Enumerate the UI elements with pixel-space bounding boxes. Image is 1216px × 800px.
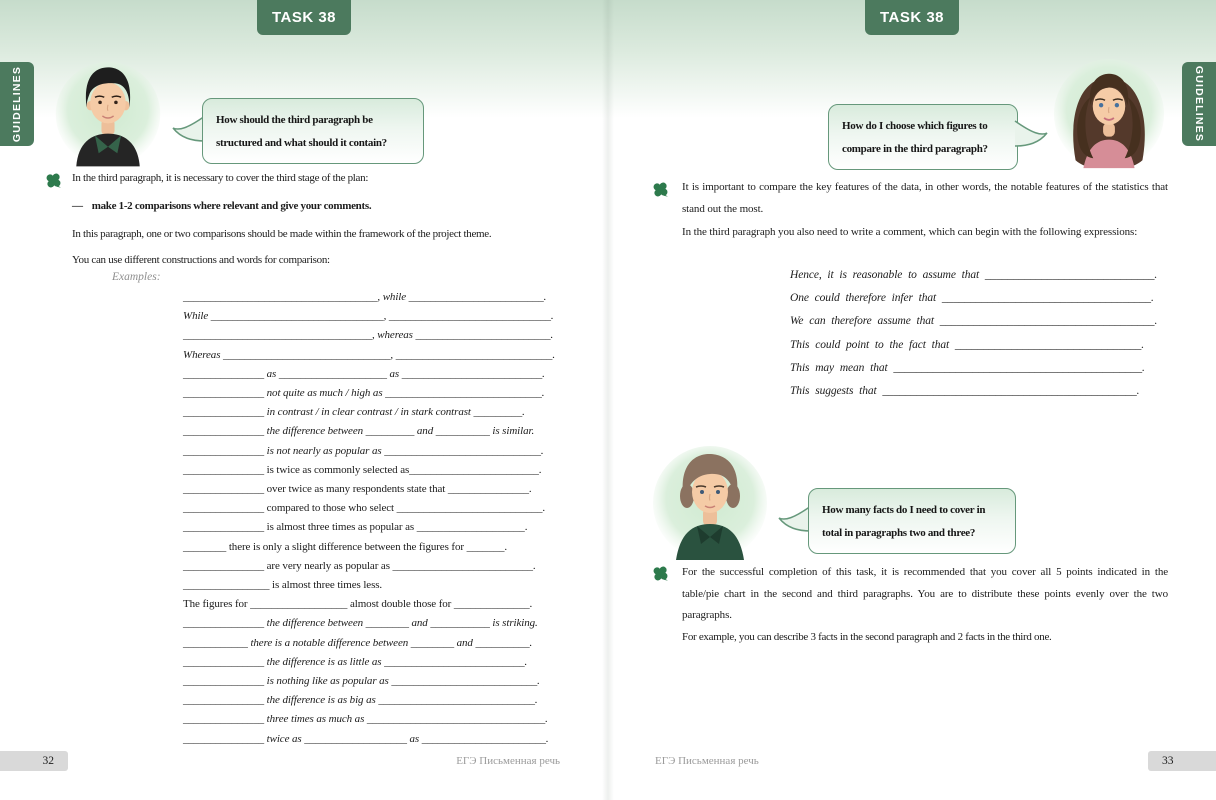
task-banner-left: TASK 38	[257, 0, 351, 35]
example-line: _______________ the difference between _________ and __________ is similar.	[183, 425, 535, 438]
example-line: _______________ as ____________________ as __________________________.	[183, 367, 545, 380]
boy-avatar-image	[52, 58, 164, 172]
example-line: _______________ over twice as many respondents state that _______________.	[183, 483, 532, 496]
examples-label: Examples:	[112, 271, 161, 283]
left-framework-paragraph: In this paragraph, one or two comparisons should be made within the framework of the project theme.	[72, 228, 492, 240]
example-line: _______________ compared to those who select ___________________________.	[183, 502, 546, 515]
comparison-examples-list	[183, 288, 555, 749]
example-line: _______________ is twice as commonly selected as________________________.	[183, 463, 542, 476]
clover-icon	[43, 170, 64, 191]
example-line: Whereas _______________________________, _____________________________.	[183, 348, 555, 361]
right-comment-paragraph: In the third paragraph you also need to write a comment, which can begin with the following expressions:	[682, 226, 1138, 238]
example-line: ___________________________________, whereas _________________________.	[183, 329, 554, 342]
speech-bubble-facts-question: How many facts do I need to cover in total in paragraphs two and three?	[808, 488, 1016, 554]
example-line: _______________ three times as much as _________________________________.	[183, 713, 548, 726]
expression-line: This suggests that _____________________________________________.	[790, 385, 1140, 398]
example-line: ________________ is almost three times less.	[183, 579, 383, 592]
example-line: _______________ the difference is as big as _____________________________.	[183, 694, 538, 707]
expression-line: One could therefore infer that _____________________________________.	[790, 292, 1154, 305]
example-line: _______________ are very nearly as popular as __________________________.	[183, 559, 536, 572]
speech-bubble-tail-right	[1014, 120, 1048, 150]
guidelines-tab-right-label: GUIDELINES	[1193, 65, 1205, 143]
girl-avatar	[1050, 56, 1168, 174]
page-number-right: 33	[1148, 751, 1216, 771]
example-line: _______________ not quite as much / high as _____________________________.	[183, 387, 545, 400]
left-bullet-line	[72, 200, 371, 212]
right-example-paragraph: For example, you can describe 3 facts in the second paragraph and 2 facts in the third one.	[682, 631, 1052, 643]
footer-brand-left: ЕГЭ Письменная речь	[456, 755, 560, 767]
expression-line: We can therefore assume that ______________________________________.	[790, 315, 1158, 328]
guidelines-tab-right	[1182, 62, 1216, 146]
example-line: ________ there is only a slight difference between the figures for _______.	[183, 540, 508, 553]
expression-line: This could point to the fact that _________________________________.	[790, 338, 1145, 351]
bullet-dash: —	[72, 200, 83, 212]
clover-icon	[650, 563, 671, 584]
right-points-paragraph: For the successful completion of this task, it is recommended that you cover all 5 points indicated in the table/pie chart in the second and third paragraphs. You are to distribute these points evenly over the two paragraphs.	[682, 566, 1168, 621]
example-line: _______________ is almost three times as popular as ____________________.	[183, 521, 528, 534]
girl-avatar-image	[1050, 56, 1168, 174]
example-line: ____________________________________, while _________________________.	[183, 291, 547, 303]
example-line: _______________ in contrast / in clear contrast / in stark contrast _________.	[183, 406, 525, 419]
guidelines-tab-left-label: GUIDELINES	[11, 65, 23, 143]
bullet-text: make 1-2 comparisons where relevant and give your comments.	[91, 200, 372, 212]
page-gutter	[602, 0, 614, 800]
left-constructions-paragraph: You can use different constructions and words for comparison:	[72, 254, 330, 266]
expression-line: Hence, it is reasonable to assume that ______________________________.	[790, 269, 1158, 281]
page-number-left: 32	[0, 751, 68, 771]
student-avatar-2-image	[650, 442, 770, 566]
speech-bubble-tail-left-2	[778, 505, 812, 535]
example-line: ____________ there is a notable difference between ________ and __________.	[183, 636, 533, 649]
speech-bubble-figures-question: How do I choose which figures to compare in the third paragraph?	[828, 104, 1018, 170]
comment-expressions-list	[790, 264, 1157, 403]
example-line: _______________ the difference is as little as __________________________.	[183, 655, 528, 668]
example-line: _______________ twice as ___________________ as _______________________.	[183, 732, 549, 745]
guidelines-tab-left	[0, 62, 34, 146]
example-line: While ________________________________, ______________________________.	[183, 310, 554, 323]
task-banner-right: TASK 38	[865, 0, 959, 35]
example-line: _______________ is not nearly as popular as _____________________________.	[183, 444, 544, 457]
student-avatar-2	[650, 442, 770, 566]
expression-line: This may mean that ____________________________________________.	[790, 361, 1145, 374]
left-intro-paragraph: In the third paragraph, it is necessary to cover the third stage of the plan:	[72, 172, 369, 184]
example-line: The figures for __________________ almost double those for ______________.	[183, 598, 533, 611]
example-line: _______________ is nothing like as popular as ___________________________.	[183, 675, 540, 688]
boy-avatar	[52, 58, 164, 172]
right-key-features-paragraph: It is important to compare the key features of the data, in other words, the notable features of the statistics that stand out the most.	[682, 181, 1168, 215]
clover-icon	[650, 179, 671, 200]
example-line: _______________ the difference between ________ and ___________ is striking.	[183, 617, 538, 630]
speech-bubble-structure-question: How should the third paragraph be structured and what should it contain?	[202, 98, 424, 164]
footer-brand-right: ЕГЭ Письменная речь	[655, 755, 759, 767]
speech-bubble-tail-left-1	[172, 115, 206, 145]
